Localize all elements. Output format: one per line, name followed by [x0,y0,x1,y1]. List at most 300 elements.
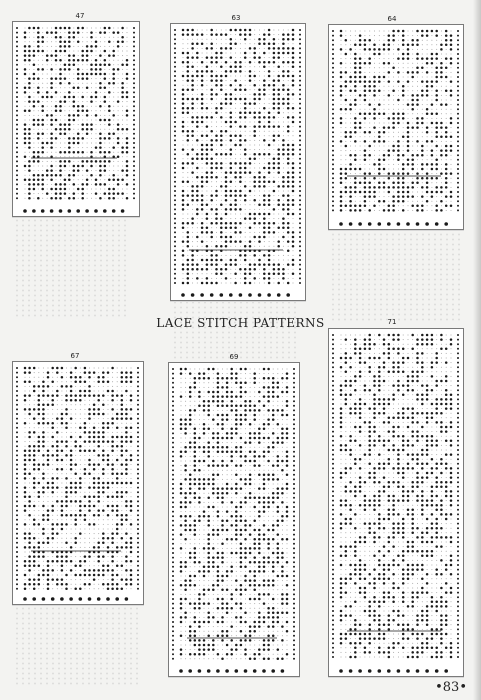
grid-mark [374,40,375,41]
punched-hole [215,259,218,262]
grid-mark [441,95,442,96]
grid-mark [71,432,72,433]
punched-hole [102,569,105,572]
edge-hole [68,209,72,213]
punched-hole [24,588,27,591]
punched-hole [196,43,199,46]
punched-hole [411,168,414,171]
feed-hole [172,561,174,563]
punched-hole [65,440,68,443]
grid-mark [121,506,122,507]
punched-hole [121,87,124,90]
grid-mark [183,57,184,58]
feed-hole [293,566,295,568]
punched-hole [411,71,414,74]
punched-hole [364,186,367,189]
punched-hole [42,422,45,425]
grid-mark [183,145,184,146]
punched-hole [24,454,27,457]
punched-hole [230,171,233,174]
feed-hole [133,50,135,52]
grid-mark [393,58,394,59]
punched-hole [97,413,100,416]
grid-mark [417,132,418,133]
punched-hole [354,62,357,64]
grid-mark [47,69,48,70]
punched-hole [196,213,199,216]
punched-hole [107,546,110,549]
punched-hole [74,394,77,397]
grid-mark [43,510,44,511]
punched-hole [397,172,400,175]
punched-hole [440,62,443,64]
grid-mark [73,74,74,75]
grid-mark [117,386,118,387]
grid-mark [73,92,74,93]
feed-hole [293,644,295,646]
grid-mark [269,80,270,81]
punched-hole [84,422,87,425]
punched-hole [253,116,256,119]
punched-hole [33,523,36,526]
punched-hole [28,496,31,499]
grid-mark [117,404,118,405]
grid-mark [226,126,227,127]
grid-mark [269,53,270,54]
grid-mark [126,478,127,479]
feed-hole [174,277,176,279]
grid-mark [431,77,432,78]
grid-mark [451,113,452,114]
punched-hole [65,427,68,430]
punched-hole [383,76,386,79]
punched-hole [225,171,228,174]
edge-hole [76,209,80,213]
grid-mark [187,168,188,169]
punched-hole [182,254,185,257]
punched-hole [38,496,41,499]
grid-mark [183,172,184,173]
grid-mark [96,133,97,134]
punched-hole [191,194,194,197]
grid-mark [78,156,79,157]
grid-mark [250,39,251,40]
punched-hole [77,31,80,33]
punched-hole [431,154,434,157]
punched-hole [263,213,266,216]
punched-hole [230,227,233,230]
punched-hole [130,551,133,554]
punched-hole [292,259,295,262]
grid-mark [206,85,207,86]
grid-mark [451,54,452,55]
punched-hole [70,482,73,485]
punched-hole [191,158,194,161]
punched-hole [196,33,199,36]
punched-hole [364,39,367,42]
grid-mark [273,246,274,247]
grid-mark [96,129,97,130]
grid-mark [131,533,132,534]
grid-mark [100,156,101,157]
grid-mark [283,246,284,247]
grid-mark [131,565,132,566]
grid-mark [183,43,184,44]
edge-hole [406,222,410,226]
grid-mark [100,92,101,93]
punched-hole [368,131,371,134]
punched-hole [70,454,73,457]
punched-hole [130,399,133,402]
punched-hole [121,41,124,44]
punched-hole [28,54,31,57]
punched-hole [125,376,128,379]
grid-mark [66,510,67,511]
punched-hole [112,174,115,177]
grid-mark [360,201,361,202]
punched-hole [287,282,290,285]
punched-hole [292,121,295,124]
grid-mark [202,278,203,279]
punched-hole [402,94,405,97]
punched-hole [234,121,237,124]
grid-mark [108,533,109,534]
edge-hole [387,222,391,226]
grid-mark [417,169,418,170]
punched-hole [95,96,98,99]
grid-mark [34,542,35,543]
punched-hole [234,273,237,276]
punched-hole [47,583,50,586]
grid-mark [360,49,361,50]
grid-mark [118,133,119,134]
grid-mark [80,432,81,433]
grid-mark [69,193,70,194]
grid-mark [113,110,114,111]
grid-mark [34,492,35,493]
grid-mark [254,273,255,274]
grid-mark [345,141,346,142]
punched-hole [416,117,419,120]
grid-mark [211,53,212,54]
punched-hole [253,268,256,271]
grid-mark [82,92,83,93]
feed-hole [299,75,301,77]
grid-mark [345,113,346,114]
feed-hole [293,612,295,614]
grid-mark [221,43,222,44]
punched-hole [191,162,194,165]
punched-hole [440,200,443,203]
punched-hole [61,514,64,517]
punched-hole [33,50,36,53]
punched-hole [50,142,53,145]
grid-mark [422,127,423,128]
punched-hole [117,128,120,131]
punched-hole [41,41,44,44]
grid-mark [89,404,90,405]
grid-mark [451,31,452,32]
punched-hole [107,381,110,384]
grid-mark [78,83,79,84]
punched-hole [426,90,429,93]
punched-hole [392,113,395,116]
grid-mark [33,83,34,84]
grid-mark [127,106,128,107]
punched-hole [215,56,218,59]
grid-mark [283,80,284,81]
punched-hole [210,61,213,64]
punched-hole [86,45,89,48]
punched-hole [56,367,59,370]
punched-hole [340,108,343,111]
grid-mark [117,487,118,488]
grid-mark [436,150,437,151]
punched-hole [253,185,256,188]
feed-hole [293,538,295,540]
punched-hole [206,158,209,161]
punched-hole [407,122,410,125]
grid-mark [38,519,39,520]
punched-hole [273,181,276,184]
punched-hole [225,213,228,216]
feed-hole [133,78,135,80]
punched-hole [397,182,400,185]
grid-mark [48,418,49,419]
feed-hole [16,147,18,149]
punched-hole [354,131,357,134]
feed-hole [332,53,334,55]
punched-hole [258,263,261,266]
feed-hole [133,55,135,57]
punched-hole [220,79,223,82]
feed-hole [172,460,174,462]
punched-hole [112,73,115,76]
grid-mark [108,437,109,438]
grid-mark [96,189,97,190]
grid-mark [441,159,442,160]
punched-hole [59,169,62,172]
punched-hole [426,172,429,175]
grid-mark [369,127,370,128]
punched-hole [210,171,213,174]
grid-mark [350,118,351,119]
grid-mark [379,146,380,147]
grid-mark [221,71,222,72]
punched-hole [239,33,242,36]
grid-mark [374,67,375,68]
grid-mark [345,58,346,59]
grid-mark [254,283,255,284]
punch-card-69 [168,362,300,677]
grid-mark [69,156,70,157]
feed-hole [137,381,139,383]
punched-hole [234,222,237,225]
grid-mark [226,145,227,146]
grid-mark [245,76,246,77]
grid-mark [87,41,88,42]
grid-mark [71,542,72,543]
punched-hole [68,91,71,94]
grid-mark [69,170,70,171]
punched-hole [65,477,68,480]
punched-hole [33,174,36,177]
punched-hole [253,372,256,375]
feed-hole [293,529,295,531]
grid-mark [89,529,90,530]
punched-hole [79,509,82,512]
punched-hole [292,93,295,96]
grid-mark [384,40,385,41]
punched-hole [210,282,213,285]
punched-hole [61,583,64,586]
punched-hole [116,523,119,526]
grid-mark [91,115,92,116]
grid-mark [73,69,74,70]
grid-mark [259,163,260,164]
punched-hole [180,368,183,371]
grid-mark [278,43,279,44]
grid-mark [446,63,447,64]
grid-mark [379,127,380,128]
punched-hole [253,176,256,179]
punched-hole [79,574,82,577]
punched-hole [364,44,367,47]
punched-hole [88,376,91,379]
feed-hole [332,71,334,73]
grid-mark [87,83,88,84]
punched-hole [258,125,261,128]
grid-mark [43,524,44,525]
feed-hole [457,94,459,96]
grid-mark [197,163,198,164]
grid-mark [197,273,198,274]
punched-hole [349,168,352,171]
punched-hole [258,112,261,115]
grid-mark [360,132,361,133]
grid-mark [360,86,361,87]
punched-hole [397,186,400,189]
grid-mark [384,196,385,197]
grid-mark [108,519,109,520]
punched-hole [33,537,36,540]
punched-hole [107,496,110,499]
grid-mark [84,483,85,484]
punched-hole [230,194,233,197]
feed-hole [133,82,135,84]
punched-hole [33,183,36,186]
grid-mark [47,101,48,102]
punched-hole [88,459,91,462]
punched-hole [104,183,107,186]
grid-mark [25,175,26,176]
grid-mark [82,133,83,134]
grid-mark [57,519,58,520]
punched-hole [84,394,87,397]
punched-hole [24,128,27,131]
punched-hole [225,130,228,133]
grid-mark [122,55,123,56]
grid-mark [288,237,289,238]
punched-hole [191,75,194,78]
grid-mark [52,377,53,378]
grid-mark [25,437,26,438]
punched-hole [191,84,194,87]
punched-hole [268,231,271,234]
grid-mark [117,455,118,456]
punched-hole [368,62,371,64]
punched-hole [56,578,59,581]
punched-hole [112,179,115,182]
grid-mark [408,40,409,41]
grid-mark [52,565,53,566]
grid-mark [43,565,44,566]
punched-hole [68,27,71,30]
punched-hole [407,149,410,152]
punched-hole [191,185,194,188]
grid-mark [25,120,26,121]
grid-mark [34,575,35,576]
grid-mark [441,58,442,59]
punched-hole [126,128,129,131]
punched-hole [273,98,276,101]
grid-mark [113,143,114,144]
punched-hole [73,183,76,186]
feed-hole [332,85,334,87]
grid-mark [254,369,255,370]
punched-hole [59,50,62,53]
punched-hole [24,532,27,535]
grid-mark [84,588,85,589]
punched-hole [445,168,448,171]
punched-hole [59,165,62,168]
punched-hole [107,565,110,568]
punched-hole [50,96,53,99]
grid-mark [431,40,432,41]
grid-mark [374,123,375,124]
punched-hole [125,468,128,471]
punched-hole [426,191,429,194]
punched-hole [244,38,247,41]
feed-hole [172,547,174,549]
punched-hole [392,67,395,70]
feed-hole [174,43,176,45]
grid-mark [393,109,394,110]
punched-hole [234,282,237,285]
grid-mark [269,57,270,58]
feed-hole [16,32,18,34]
grid-mark [273,122,274,123]
punched-hole [249,263,252,266]
punched-hole [47,376,50,379]
grid-mark [250,209,251,210]
grid-mark [126,368,127,369]
feed-hole [16,482,18,484]
grid-mark [398,205,399,206]
punched-hole [253,213,256,216]
punched-hole [28,183,31,186]
punched-hole [359,113,362,116]
punched-hole [244,277,247,280]
punched-hole [102,491,105,494]
feed-hole [137,390,139,392]
feed-hole [293,547,295,549]
punched-hole [28,59,31,62]
grid-mark [221,177,222,178]
punched-hole [28,394,31,397]
punched-hole [435,136,438,139]
punched-hole [182,130,185,133]
